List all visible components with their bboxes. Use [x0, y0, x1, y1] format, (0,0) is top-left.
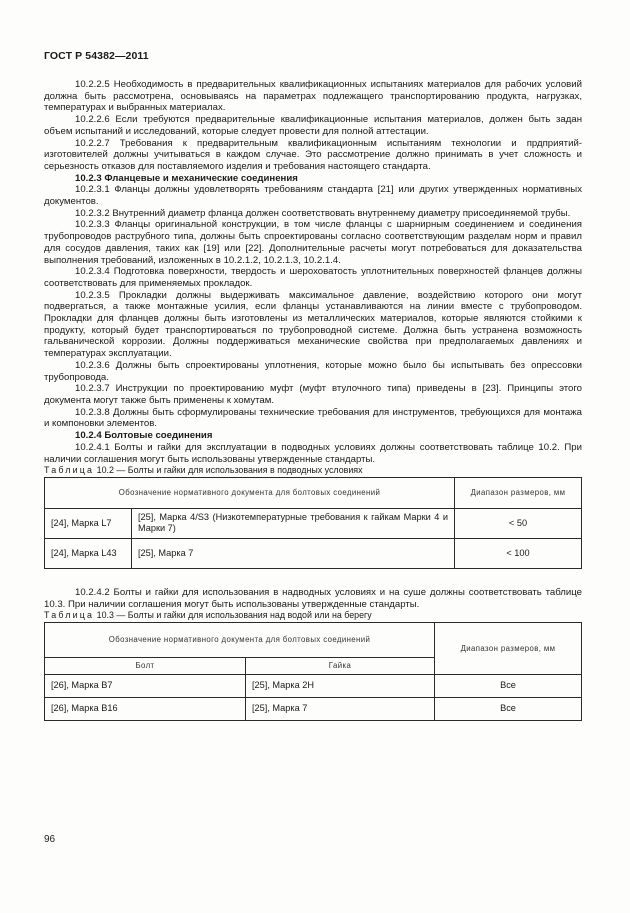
paragraph: 10.2.3.2 Внутренний диаметр фланца должен соответствовать внутреннему диаметру присоединяемой трубы.: [75, 207, 571, 219]
table-row: [45, 538, 582, 568]
paragraph: 10.2.3.4 Подготовка поверхности, твердость и шероховатость уплотнительных поверхностей фланцев должны соответствовать для применяемых прокладок.: [44, 266, 582, 289]
header-range: Диапазон размеров, мм: [455, 477, 582, 508]
page-number: 96: [44, 834, 56, 845]
table-row: [45, 698, 582, 721]
caption-label: Таблица: [44, 465, 95, 476]
paragraph: 10.2.3.5 Прокладки должны выдерживать максимальное давление, воздействию которого они могут подвергаться, а также монтажные усилия, если фланцы устанавливаются на линии вместе с трубопроводом. Прокладки для фланцев должны быть изготовлены из металлических материалов, которые являются стойкими к продукту, который будет транспортироваться по трубопроводной системе. Должна быть устранена возможность гальванической коррозии. Должны поддерживаться механические свойства при предполагаемых давлениях и температурах эксплуатации.: [44, 289, 582, 360]
cell-range: < 50: [455, 508, 582, 538]
caption-text: 10.2 — Болты и гайки для использования в подводных условиях: [94, 465, 363, 476]
paragraph: 10.2.3.8 Должны быть сформулированы технические требования для инструментов, требующихся для монтажа и компоновки элементов.: [44, 406, 582, 430]
cell-range: < 100: [455, 538, 582, 568]
cell-bolt: [24], Марка L43: [45, 538, 132, 568]
header-doc: Обозначение нормативного документа для болтовых соединений: [45, 477, 455, 508]
paragraph: 10.2.3.6 Должны быть спроектированы уплотнения, которые можно было бы испытывать без опрессовки трубопровода.: [44, 359, 582, 383]
header-nut: Гайка: [246, 658, 435, 675]
cell-bolt: [24], Марка L7: [45, 508, 132, 538]
cell-nut: [25], Марка 7: [132, 538, 455, 568]
cell-bolt: [26], Марка В7: [45, 675, 246, 698]
paragraph: 10.2.4.2 Болты и гайки для использования в надводных условиях и на суше должны соответствовать таблице 10.3. При наличии соглашения могут быть использованы утвержденные стандарты.: [44, 586, 582, 610]
document-header: ГОСТ Р 54382—2011: [44, 50, 149, 62]
table-row: [45, 508, 582, 538]
document-body: [44, 79, 582, 721]
paragraph: 10.2.2.7 Требования к предварительным квалификационным испытаниям технологии и прдприятий-изготовителей должны учитываться в каждом случае. Это рассмотрение должно принимать в учет сложность и серьезность отказов для поставляемого изделия и требования настоящего стандарта.: [44, 137, 582, 172]
header-doc: Обозначение нормативного документа для болтовых соединений: [45, 623, 435, 658]
table-row: [45, 675, 582, 698]
cell-range: Все: [435, 675, 582, 698]
cell-nut: [25], Марка 2H: [246, 675, 435, 698]
header-bolt: Болт: [45, 658, 246, 675]
paragraph: 10.2.2.6 Если требуются предварительные квалификационные испытания материалов, должен быть задан объем испытаний и исследований, которые следует провести для полной аттестации.: [44, 114, 582, 137]
caption-label: Таблица: [44, 610, 95, 621]
table-10-3-caption: [44, 610, 582, 622]
paragraph: 10.2.3.7 Инструкции по проектированию муфт (муфт втулочного типа) приведены в [23]. Принципы этого документа могут также быть применены к хомутам.: [44, 383, 582, 406]
caption-text: 10.3 — Болты и гайки для использования над водой или на берегу: [94, 610, 372, 621]
paragraph: 10.2.3.1 Фланцы должны удовлетворять требованиям стандарта [21] или других утвержденных нормативных документов.: [44, 184, 582, 208]
cell-bolt: [26], Марка В16: [45, 698, 246, 721]
table-10-3: [44, 622, 582, 721]
paragraph: 10.2.3.3 Фланцы оригинальной конструкции, в том числе фланцы с шарнирным соединением и соединения трубопроводов раструбного типа, должны быть спроектированы согласно соответствующим разделам норм и правил для сосудов давления, таких как [19] или [22]. Дополнительные расчеты могут потребоваться для доказательства выполнения требований, изложенных в 10.2.1.2, 10.2.1.3, 10.2.1.4.: [44, 219, 582, 266]
table-header-row: [45, 477, 582, 508]
section-heading: 10.2.3 Фланцевые и механические соединения: [75, 172, 298, 184]
cell-nut: [25], Марка 4/S3 (Низкотемпературные требования к гайкам Марки 4 и Марки 7): [132, 508, 455, 538]
section-heading: 10.2.4 Болтовые соединения: [75, 430, 213, 442]
paragraph: 10.2.2.5 Необходимость в предварительных квалификационных испытаниях материалов для рабочих условий должна быть рассмотрена, основываясь на параметрах подлежащего транспортированию продукта, нагрузках, температурах и выбранных материалах.: [44, 79, 582, 114]
table-10-2-caption: [44, 465, 582, 477]
cell-range: Все: [435, 698, 582, 721]
paragraphs-section-a: [44, 79, 582, 465]
paragraph: 10.2.4.1 Болты и гайки для эксплуатации в подводных условиях должны соответствовать таблице 10.2. При наличии соглашения могут быть использованы утвержденные стандарты.: [44, 441, 582, 465]
table-10-2: [44, 477, 582, 569]
header-range: Диапазон размеров, мм: [435, 623, 582, 675]
table-header-row: [45, 623, 582, 658]
cell-nut: [25], Марка 7: [246, 698, 435, 721]
